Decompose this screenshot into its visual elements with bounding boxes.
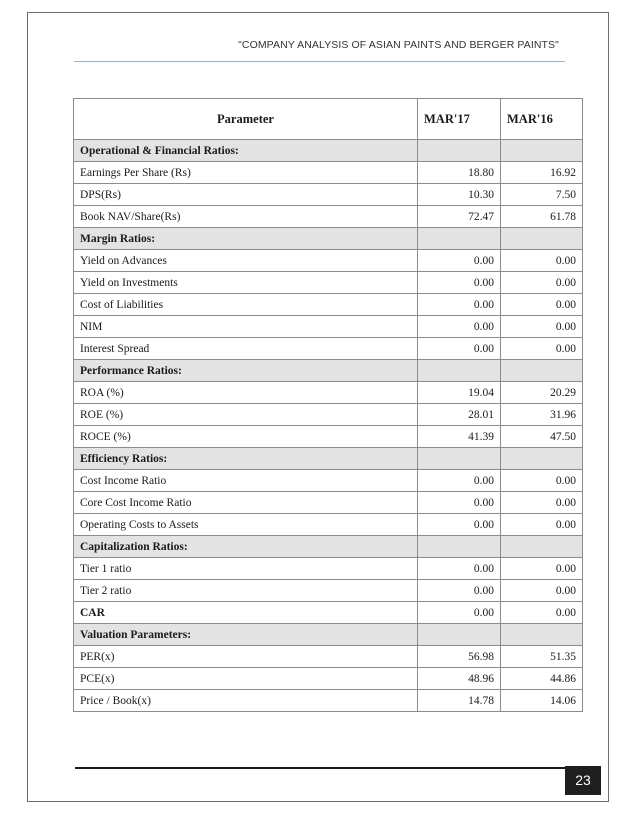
row-label: Core Cost Income Ratio xyxy=(74,492,418,514)
value-mar17: 0.00 xyxy=(418,470,501,492)
table-row xyxy=(74,162,583,184)
row-label: PCE(x) xyxy=(74,668,418,690)
value-mar17: 0.00 xyxy=(418,316,501,338)
value-mar16: 47.50 xyxy=(501,426,583,448)
value-mar17: 18.80 xyxy=(418,162,501,184)
value-mar17: 0.00 xyxy=(418,294,501,316)
table-row xyxy=(74,316,583,338)
table-row xyxy=(74,404,583,426)
row-label: CAR xyxy=(74,602,418,624)
table-row xyxy=(74,294,583,316)
table-row xyxy=(74,492,583,514)
value-mar16: 31.96 xyxy=(501,404,583,426)
page-number: 23 xyxy=(565,766,601,795)
value-mar17: 0.00 xyxy=(418,580,501,602)
value-mar16: 0.00 xyxy=(501,338,583,360)
value-mar17: 0.00 xyxy=(418,558,501,580)
value-mar16: 61.78 xyxy=(501,206,583,228)
section-title: Margin Ratios: xyxy=(74,228,418,250)
value-mar16: 16.92 xyxy=(501,162,583,184)
value-mar17: 72.47 xyxy=(418,206,501,228)
row-label: ROCE (%) xyxy=(74,426,418,448)
section-row xyxy=(74,140,583,162)
section-row xyxy=(74,536,583,558)
section-row xyxy=(74,360,583,382)
value-mar17: 0.00 xyxy=(418,602,501,624)
section-empty-cell xyxy=(418,624,501,646)
value-mar16: 20.29 xyxy=(501,382,583,404)
row-label: Tier 1 ratio xyxy=(74,558,418,580)
section-empty-cell xyxy=(501,228,583,250)
table-row xyxy=(74,602,583,624)
section-empty-cell xyxy=(418,228,501,250)
table-row xyxy=(74,184,583,206)
value-mar16: 0.00 xyxy=(501,294,583,316)
table-row xyxy=(74,206,583,228)
financial-ratios-table xyxy=(73,98,583,712)
value-mar16: 0.00 xyxy=(501,470,583,492)
table-row xyxy=(74,558,583,580)
table-row xyxy=(74,580,583,602)
value-mar17: 28.01 xyxy=(418,404,501,426)
table-row xyxy=(74,690,583,712)
row-label: Book NAV/Share(Rs) xyxy=(74,206,418,228)
value-mar17: 0.00 xyxy=(418,514,501,536)
row-label: ROA (%) xyxy=(74,382,418,404)
value-mar16: 0.00 xyxy=(501,602,583,624)
table-body xyxy=(74,140,583,712)
value-mar17: 56.98 xyxy=(418,646,501,668)
section-title: Valuation Parameters: xyxy=(74,624,418,646)
table-row xyxy=(74,646,583,668)
value-mar17: 0.00 xyxy=(418,250,501,272)
page-header: "COMPANY ANALYSIS OF ASIAN PAINTS AND BERGER PAINTS" xyxy=(238,39,559,51)
table-row xyxy=(74,470,583,492)
value-mar16: 7.50 xyxy=(501,184,583,206)
row-label: Cost of Liabilities xyxy=(74,294,418,316)
column-header-parameter: Parameter xyxy=(74,99,418,140)
section-row xyxy=(74,624,583,646)
value-mar16: 0.00 xyxy=(501,492,583,514)
table-row xyxy=(74,514,583,536)
section-empty-cell xyxy=(418,140,501,162)
section-empty-cell xyxy=(418,536,501,558)
value-mar17: 0.00 xyxy=(418,272,501,294)
section-empty-cell xyxy=(501,140,583,162)
value-mar17: 0.00 xyxy=(418,492,501,514)
value-mar16: 0.00 xyxy=(501,316,583,338)
row-label: ROE (%) xyxy=(74,404,418,426)
section-title: Efficiency Ratios: xyxy=(74,448,418,470)
section-title: Performance Ratios: xyxy=(74,360,418,382)
row-label: Interest Spread xyxy=(74,338,418,360)
value-mar17: 48.96 xyxy=(418,668,501,690)
value-mar17: 41.39 xyxy=(418,426,501,448)
value-mar16: 0.00 xyxy=(501,558,583,580)
value-mar16: 0.00 xyxy=(501,250,583,272)
section-title: Operational & Financial Ratios: xyxy=(74,140,418,162)
value-mar17: 19.04 xyxy=(418,382,501,404)
row-label: Tier 2 ratio xyxy=(74,580,418,602)
section-empty-cell xyxy=(501,448,583,470)
row-label: Earnings Per Share (Rs) xyxy=(74,162,418,184)
value-mar17: 10.30 xyxy=(418,184,501,206)
section-empty-cell xyxy=(418,360,501,382)
row-label: NIM xyxy=(74,316,418,338)
column-header-mar16: MAR'16 xyxy=(501,99,583,140)
row-label: DPS(Rs) xyxy=(74,184,418,206)
row-label: PER(x) xyxy=(74,646,418,668)
row-label: Price / Book(x) xyxy=(74,690,418,712)
table-row xyxy=(74,272,583,294)
value-mar16: 51.35 xyxy=(501,646,583,668)
value-mar16: 0.00 xyxy=(501,514,583,536)
table-row xyxy=(74,338,583,360)
row-label: Yield on Advances xyxy=(74,250,418,272)
section-row xyxy=(74,448,583,470)
section-empty-cell xyxy=(501,360,583,382)
section-title: Capitalization Ratios: xyxy=(74,536,418,558)
table-row xyxy=(74,426,583,448)
table-row xyxy=(74,250,583,272)
value-mar16: 0.00 xyxy=(501,580,583,602)
section-row xyxy=(74,228,583,250)
section-empty-cell xyxy=(501,536,583,558)
section-empty-cell xyxy=(501,624,583,646)
value-mar17: 0.00 xyxy=(418,338,501,360)
value-mar16: 0.00 xyxy=(501,272,583,294)
section-empty-cell xyxy=(418,448,501,470)
header-divider xyxy=(74,61,565,62)
value-mar17: 14.78 xyxy=(418,690,501,712)
table-row xyxy=(74,668,583,690)
value-mar16: 44.86 xyxy=(501,668,583,690)
table-header-row xyxy=(74,99,583,140)
column-header-mar17: MAR'17 xyxy=(418,99,501,140)
row-label: Operating Costs to Assets xyxy=(74,514,418,536)
value-mar16: 14.06 xyxy=(501,690,583,712)
table-row xyxy=(74,382,583,404)
row-label: Cost Income Ratio xyxy=(74,470,418,492)
row-label: Yield on Investments xyxy=(74,272,418,294)
footer-divider xyxy=(75,767,565,769)
